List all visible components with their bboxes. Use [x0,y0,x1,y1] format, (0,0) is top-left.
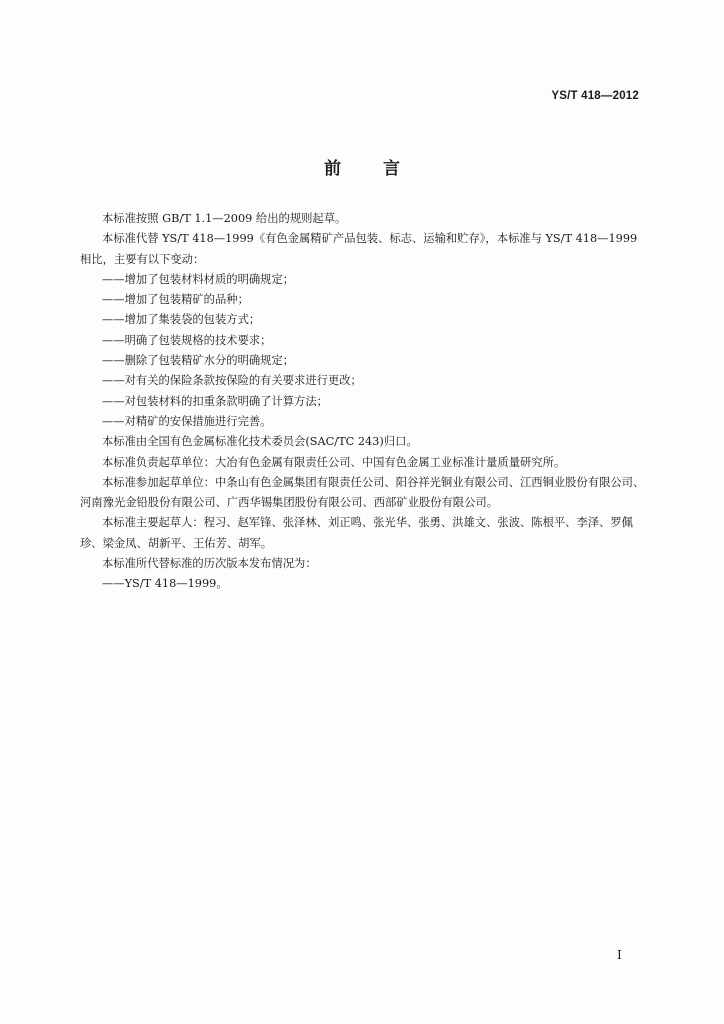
page-number: I [617,948,622,962]
paragraph-replaces: 本标准代替 YS/T 418—1999《有色金属精矿产品包装、标志、运输和贮存》，本标准与 YS/T 418—1999 相比，主要有以下变动： [80,232,638,266]
change-item: ——删除了包装精矿水分的明确规定； [102,354,295,368]
page-title: 前言 [324,159,442,179]
version-item: ——YS/T 418—1999。 [102,577,228,591]
standard-number: YS/T 418—2012 [551,90,639,102]
paragraph-drafting-rule: 本标准按照 GB/T 1.1—2009 给出的规则起草。 [102,212,347,225]
change-item: ——增加了包装材料材质的明确规定； [102,272,295,286]
change-item: ——增加了包装精矿的品种； [102,293,249,307]
paragraph-responsible-drafter: 本标准负责起草单位：大冶有色金属有限责任公司、中国有色金属工业标准计量质量研究所。 [102,455,566,469]
change-item: ——对精矿的安保措施进行完善。 [102,414,272,428]
foreword-body [80,209,646,595]
paragraph-participating-drafters: 本标准参加起草单位：中条山有色金属集团有限责任公司、阳谷祥光铜业有限公司、江西铜业股份有限公司、河南豫光金铅股份有限公司、广西华锡集团股份有限公司、西部矿业股份有限公司。 [80,475,645,510]
paragraph-main-drafters: 本标准主要起草人：程习、赵军锋、张泽林、刘正鸣、张光华、张勇、洪雄文、张波、陈根平、李泽、罗佩珍、梁金凤、胡新平、王佑芳、胡军。 [80,516,633,550]
change-item: ——明确了包装规格的技术要求； [102,333,272,347]
change-item: ——对有关的保险条款按保险的有关要求进行更改； [102,374,362,388]
change-item: ——对包装材料的扣重条款明确了计算方法； [102,394,328,408]
paragraph-centralized: 本标准由全国有色金属标准化技术委员会(SAC/TC 243)归口。 [102,435,418,449]
change-item: ——增加了集装袋的包装方式； [102,313,261,327]
paragraph-version-history: 本标准所代替标准的历次版本发布情况为： [102,557,317,571]
